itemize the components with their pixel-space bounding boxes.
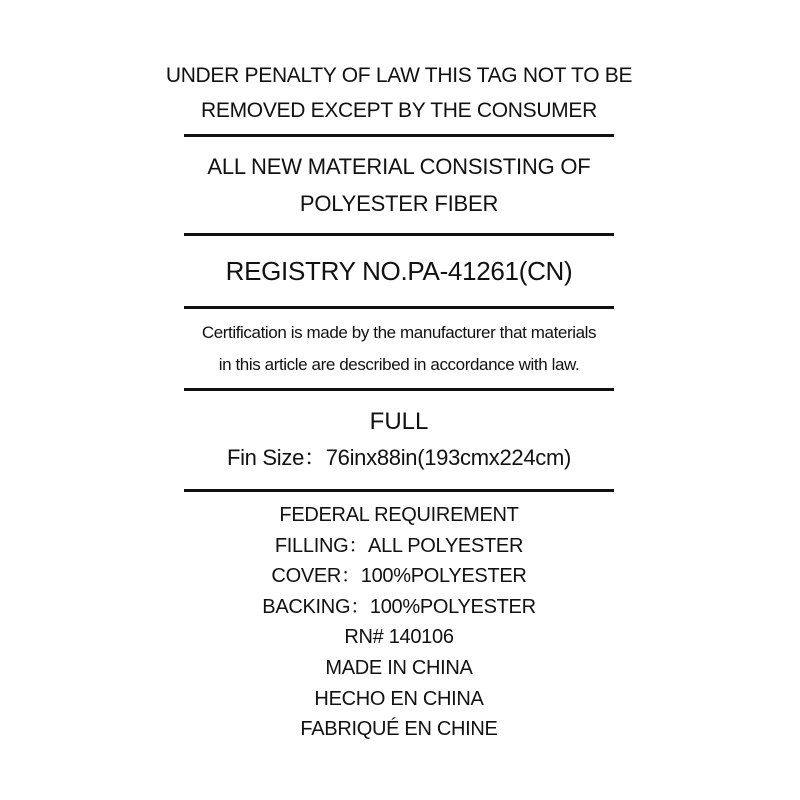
penalty-notice-line-1: UNDER PENALTY OF LAW THIS TAG NOT TO BE bbox=[165, 64, 633, 87]
size-name: FULL bbox=[369, 408, 429, 435]
certification-line-1: Certification is made by the manufacturer that materials bbox=[201, 322, 597, 342]
certification-statement bbox=[184, 309, 614, 388]
country-of-origin-fr: FABRIQUÉ EN CHINE bbox=[300, 718, 498, 741]
size-dimensions: Fin Size：76inx88in(193cmx224cm) bbox=[226, 445, 572, 470]
certification-line-2: in this article are described in accordance with law. bbox=[218, 354, 580, 374]
penalty-notice-line-2: REMOVED EXCEPT BY THE CONSUMER bbox=[201, 99, 597, 122]
federal-requirements bbox=[184, 492, 614, 745]
rn-number: RN# 140106 bbox=[344, 626, 454, 649]
size-info bbox=[184, 391, 614, 489]
backing-content: BACKING：100%POLYESTER bbox=[262, 595, 536, 618]
material-line-1: ALL NEW MATERIAL CONSISTING OF bbox=[207, 154, 591, 179]
requirements-heading: FEDERAL REQUIREMENT bbox=[279, 504, 519, 526]
registry-number bbox=[184, 236, 614, 306]
penalty-notice bbox=[165, 52, 633, 134]
country-of-origin-en: MADE IN CHINA bbox=[325, 656, 473, 679]
filling-content: FILLING：ALL POLYESTER bbox=[274, 534, 524, 557]
material-statement bbox=[184, 137, 614, 233]
law-tag bbox=[165, 52, 633, 745]
cover-content: COVER：100%POLYESTER bbox=[271, 565, 527, 588]
country-of-origin-es: HECHO EN CHINA bbox=[314, 687, 484, 710]
material-line-2: POLYESTER FIBER bbox=[299, 191, 499, 216]
registry-text: REGISTRY NO.PA-41261(CN) bbox=[225, 256, 573, 286]
